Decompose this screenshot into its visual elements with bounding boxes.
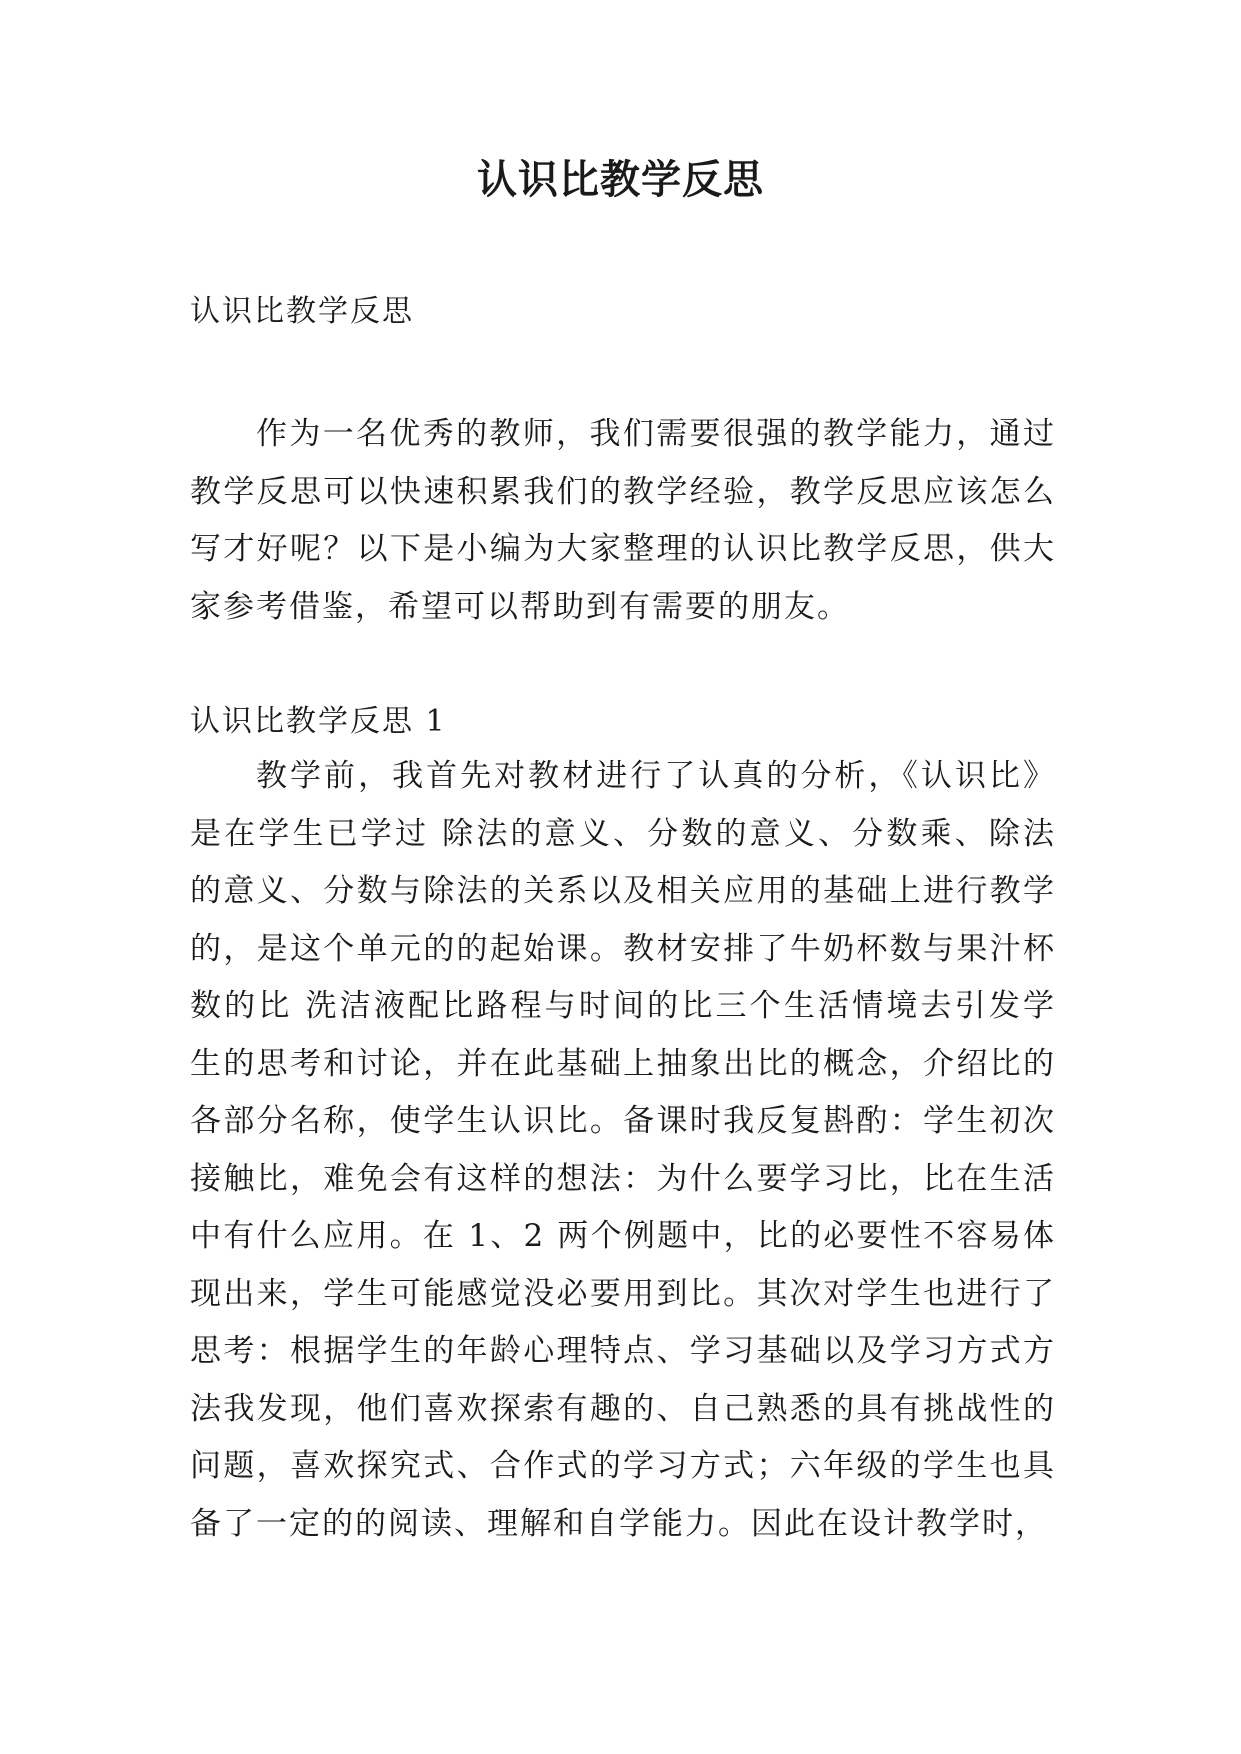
section-heading: 认识比教学反思 1 [190,704,447,739]
document-title: 认识比教学反思 [477,157,764,203]
section-body-paragraph: 教学前，我首先对教材进行了认真的分析，《认识比》是在学生已学过 除法的意义、分数的意义、分数乘、除法的意义、分数与除法的关系以及相关应用的基础上进行教学的，是这个单元的的起始课。教材安排了牛奶杯数与果汁杯数的比 洗洁液配比路程与时间的比三个生活情境去引发学生的思考和讨论，并在此基础上抽象出比的概念，介绍比的各部分名称，使学生认识比。备课时我反复斟酌：学生初次接触比，难免会有这样的想法：为什么要学习比，比在生活中有什么应用。在 1、2 两个例题中，比的必要性不容易体现出来，学生可能感觉没必要用到比。其次对学生也进行了思考：根据学生的年龄心理特点、学习基础以及学习方式方法我发现，他们喜欢探索有趣的、自己熟悉的具有挑战性的问题，喜欢探究式、合作式的学习方式；六年级的学生也具备了一定的的阅读、理解和自学能力。因此在设计教学时， [190,758,1056,1542]
intro-paragraph: 作为一名优秀的教师，我们需要很强的教学能力，通过教学反思可以快速积累我们的教学经验，教学反思应该怎么写才好呢？以下是小编为大家整理的认识比教学反思，供大家参考借鉴，希望可以帮助到有需要的朋友。 [190,416,1056,625]
document-subtitle: 认识比教学反思 [190,294,414,329]
